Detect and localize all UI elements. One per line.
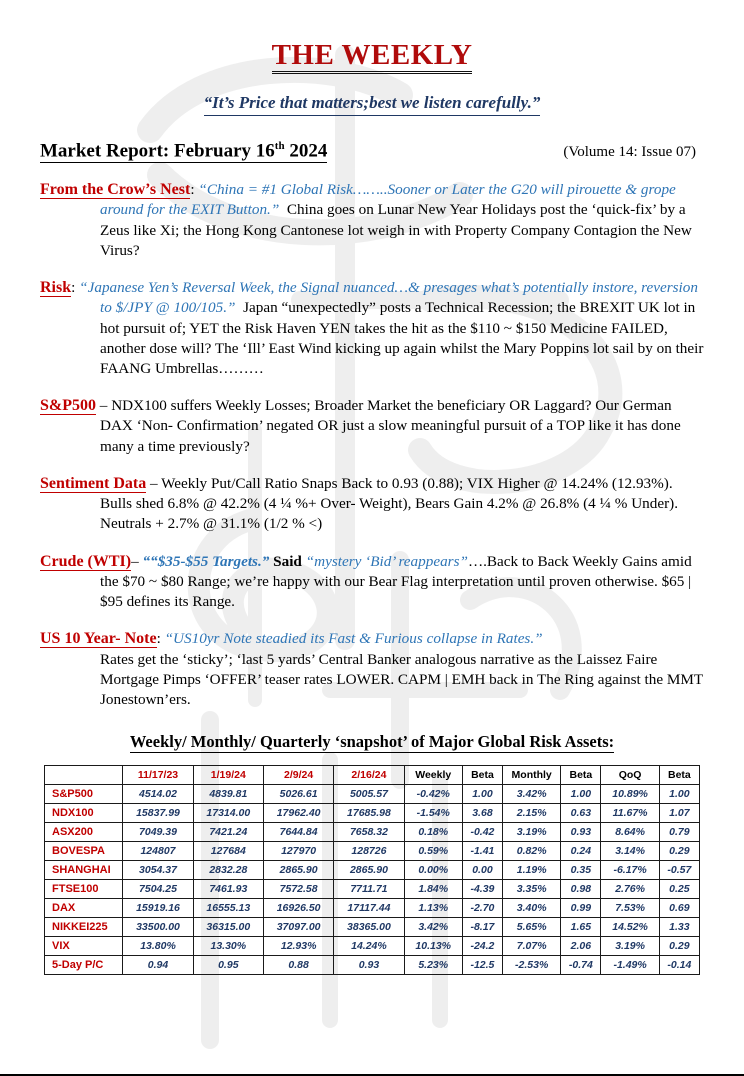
table-cell: 2.06 [561,937,601,956]
section-risk [40,277,704,379]
section-heading-risk: Risk [40,279,72,297]
section-quote-4b: “mystery ‘Bid’ reappears” [305,552,468,570]
table-cell: 2.76% [601,880,659,899]
section-body-2: NDX100 suffers Weekly Losses; Broader Market the beneficiary OR Laggard? Our German DAX ‘Non- Confirmation’ negated OR just a slow meaningful pursuit of a TOP like it has done many a time previously? [100,397,681,455]
table-cell: 7504.25 [123,880,193,899]
section-sep-4: – [131,552,143,570]
section-heading-crude: Crude (WTI) [40,552,132,570]
section-body-1: Japan “unexpectedly” posts a Technical Recession; the BREXIT UK lot in hot pursuit of; YET the Risk Haven YEN takes the hit as the $110 ~ $150 Medicine FAILED, another dose will? The ‘Ill’ East Wind kicking up again whilst the Mary Poppins lot sail by on their FAANG Umbrellas……… [100,299,704,377]
section-us10yr-note [40,628,704,710]
table-cell: 0.63 [561,804,601,823]
masthead [40,40,704,116]
table-cell: 7049.39 [123,823,193,842]
table-cell: 7.53% [601,899,659,918]
table-cell: 11.67% [601,804,659,823]
table-cell: 15919.16 [123,899,193,918]
table-cell: 5026.61 [263,785,333,804]
table-cell: 36315.00 [193,918,263,937]
table-cell: -1.49% [601,956,659,975]
table-cell: 17685.98 [334,804,404,823]
table-cell: 2865.90 [263,861,333,880]
table-cell: 14.24% [334,937,404,956]
table-cell: 1.00 [462,785,502,804]
section-body-3: Weekly Put/Call Ratio Snaps Back to 0.93 (0.88); VIX Higher @ 14.24% (12.93%). Bulls shed 6.8% @ 42.2% (4 ¼ %+ Over- Weight), Bears Gain 4.2% @ 26.8% (4 ¼ % Under). Neutrals + 2.7% @ 31.1% (1/2 % <) [100,474,678,533]
table-cell: 17962.40 [263,804,333,823]
table-row [45,918,700,937]
snapshot-table [44,765,700,975]
table-row-label: NDX100 [45,804,123,823]
table-cell: 13.30% [193,937,263,956]
table-cell: 1.19% [503,861,561,880]
table-row-label: SHANGHAI [45,861,123,880]
table-cell: 3.40% [503,899,561,918]
table-cell: 0.69 [659,899,699,918]
report-title-ordinal: th [274,139,285,152]
table-cell: 0.99 [561,899,601,918]
table-cell: -0.42% [404,785,462,804]
page-title: THE WEEKLY [272,40,473,74]
table-cell: -2.70 [462,899,502,918]
report-title-text: Market Report: February 16 [40,140,275,162]
table-cell: 4514.02 [123,785,193,804]
report-line [40,140,704,163]
table-header-cell-7: Monthly [503,766,561,785]
table-cell: -24.2 [462,937,502,956]
table-cell: -0.14 [659,956,699,975]
table-cell: 37097.00 [263,918,333,937]
table-row-label: ASX200 [45,823,123,842]
section-quote-4a: ““$35-$55 Targets.” [142,552,270,570]
table-cell: 17117.44 [334,899,404,918]
table-row-label: S&P500 [45,785,123,804]
section-sep-2: – [96,397,112,415]
table-cell: 0.00 [462,861,502,880]
table-row-label: 5-Day P/C [45,956,123,975]
table-row-label: BOVESPA [45,842,123,861]
table-cell: 0.88 [263,956,333,975]
table-header-cell-6: Beta [462,766,502,785]
table-cell: 1.00 [659,785,699,804]
table-cell: 0.59% [404,842,462,861]
table-cell: 7644.84 [263,823,333,842]
section-body-4: ….Back to Back Weekly Gains amid the $70 ~ $80 Range; we’re happy with our Bear Flag interpretation until proven otherwise. $65 | $95 defines its Range. [100,552,692,611]
table-cell: 0.79 [659,823,699,842]
table-cell: 2865.90 [334,861,404,880]
table-cell: 3.42% [503,785,561,804]
snapshot-table-wrapper [40,765,704,975]
table-row [45,785,700,804]
table-cell: 127970 [263,842,333,861]
table-cell: 0.25 [659,880,699,899]
table-cell: 0.95 [193,956,263,975]
table-row-label: DAX [45,899,123,918]
table-cell: 1.65 [561,918,601,937]
table-row [45,956,700,975]
table-row [45,937,700,956]
section-mid-4: Said [269,552,306,570]
table-cell: -8.17 [462,918,502,937]
masthead-tagline: “It’s Price that matters;best we listen carefully.” [204,93,541,115]
table-row-label: VIX [45,937,123,956]
table-cell: 10.89% [601,785,659,804]
table-cell: 127684 [193,842,263,861]
table-header-cell-3: 2/9/24 [263,766,333,785]
table-cell: -12.5 [462,956,502,975]
table-cell: 16555.13 [193,899,263,918]
table-row [45,842,700,861]
section-heading-us10yr: US 10 Year- Note [40,630,157,648]
table-header-cell-5: Weekly [404,766,462,785]
table-cell: -1.41 [462,842,502,861]
table-cell: 0.00% [404,861,462,880]
table-cell: 0.94 [123,956,193,975]
section-quote-0a: “China = #1 Global Risk…….. [198,181,388,199]
table-cell: 0.93 [334,956,404,975]
table-cell: 3.19% [503,823,561,842]
table-cell: 3.14% [601,842,659,861]
section-sep-1: : [71,279,80,297]
report-title [40,140,327,163]
table-row-label: FTSE100 [45,880,123,899]
table-cell: 0.93 [561,823,601,842]
section-quote-5a: “US10yr Note steadied its Fast & Furious collapse in Rates.” [164,630,543,648]
table-cell: 2.15% [503,804,561,823]
table-cell: -4.39 [462,880,502,899]
table-cell: 3.35% [503,880,561,899]
table-cell: -6.17% [601,861,659,880]
table-cell: 1.84% [404,880,462,899]
table-cell: 5005.57 [334,785,404,804]
table-cell: 15837.99 [123,804,193,823]
table-cell: 1.00 [561,785,601,804]
table-header-cell-10: Beta [659,766,699,785]
table-row [45,804,700,823]
table-header-cell-8: Beta [561,766,601,785]
table-body [45,785,700,975]
table-header-cell-1: 11/17/23 [123,766,193,785]
table-cell: -0.42 [462,823,502,842]
table-cell: -2.53% [503,956,561,975]
table-cell: 1.33 [659,918,699,937]
table-cell: 0.29 [659,842,699,861]
table-header-row [45,766,700,785]
section-heading-sentiment: Sentiment Data [40,474,147,492]
table-cell: 7658.32 [334,823,404,842]
table-cell: 0.35 [561,861,601,880]
section-heading-sp500: S&P500 [40,397,96,415]
table-cell: 7572.58 [263,880,333,899]
volume-issue: (Volume 14: Issue 07) [563,144,696,161]
table-heading [40,732,704,752]
table-header-cell-2: 1/19/24 [193,766,263,785]
table-row [45,880,700,899]
table-cell: 4839.81 [193,785,263,804]
table-row [45,899,700,918]
table-cell: 2832.28 [193,861,263,880]
table-row [45,861,700,880]
table-cell: 3.42% [404,918,462,937]
table-row-label: NIKKEI225 [45,918,123,937]
table-cell: 5.65% [503,918,561,937]
table-row [45,823,700,842]
section-crude-wti [40,551,704,613]
table-cell: 17314.00 [193,804,263,823]
section-crows-nest [40,179,704,261]
table-cell: 0.24 [561,842,601,861]
table-header-cell-4: 2/16/24 [334,766,404,785]
table-cell: 16926.50 [263,899,333,918]
table-cell: 38365.00 [334,918,404,937]
table-cell: 33500.00 [123,918,193,937]
table-cell: 7711.71 [334,880,404,899]
table-cell: -1.54% [404,804,462,823]
section-sp500 [40,395,704,457]
section-quote-1a: “Japanese Yen’s Reversal Week, the Signal nuanced…& presages what’s potentially instore, reversion to $/JPY @ 100/105.” [79,279,698,317]
table-cell: 7421.24 [193,823,263,842]
section-quote-0b: Sooner or Later the G20 will pirouette & grope around for the EXIT Button.” [100,181,676,219]
section-heading-crows-nest: From the Crow’s Nest [40,181,191,199]
table-header-cell-9: QoQ [601,766,659,785]
table-cell: -0.74 [561,956,601,975]
table-cell: 0.98 [561,880,601,899]
table-cell: 14.52% [601,918,659,937]
section-sep-0: : [190,181,199,199]
table-cell: 1.07 [659,804,699,823]
table-cell: -0.57 [659,861,699,880]
table-cell: 3.19% [601,937,659,956]
table-cell: 7461.93 [193,880,263,899]
section-sep-3: – [146,474,162,492]
table-cell: 8.64% [601,823,659,842]
table-cell: 0.29 [659,937,699,956]
table-cell: 13.80% [123,937,193,956]
section-sentiment-data [40,473,704,535]
table-cell: 12.93% [263,937,333,956]
table-cell: 10.13% [404,937,462,956]
table-cell: 1.13% [404,899,462,918]
report-title-year: 2024 [284,140,328,162]
section-body-0: China goes on Lunar New Year Holidays post the ‘quick-fix’ by a Zeus like Xi; the Hong Kong Cantonese lot weigh in with Property Company Contagion the New Virus? [100,201,692,259]
table-cell: 0.82% [503,842,561,861]
table-cell: 3054.37 [123,861,193,880]
table-heading-text: Weekly/ Monthly/ Quarterly ‘snapshot’ of Major Global Risk Assets: [129,732,615,752]
table-cell: 7.07% [503,937,561,956]
table-cell: 0.18% [404,823,462,842]
table-cell: 124807 [123,842,193,861]
section-sep-5: : [156,630,165,648]
table-header-cell-0 [45,766,123,785]
section-body-5: Rates get the ‘sticky’; ‘last 5 yards’ Central Banker analogous narrative as the Laissez Faire Mortgage Pimps ‘OFFER’ teaser rates LOWER. CAPM | EMH back in The Ring against the MMT Jonestown’ers. [100,650,703,709]
table-cell: 3.68 [462,804,502,823]
table-cell: 5.23% [404,956,462,975]
table-cell: 128726 [334,842,404,861]
